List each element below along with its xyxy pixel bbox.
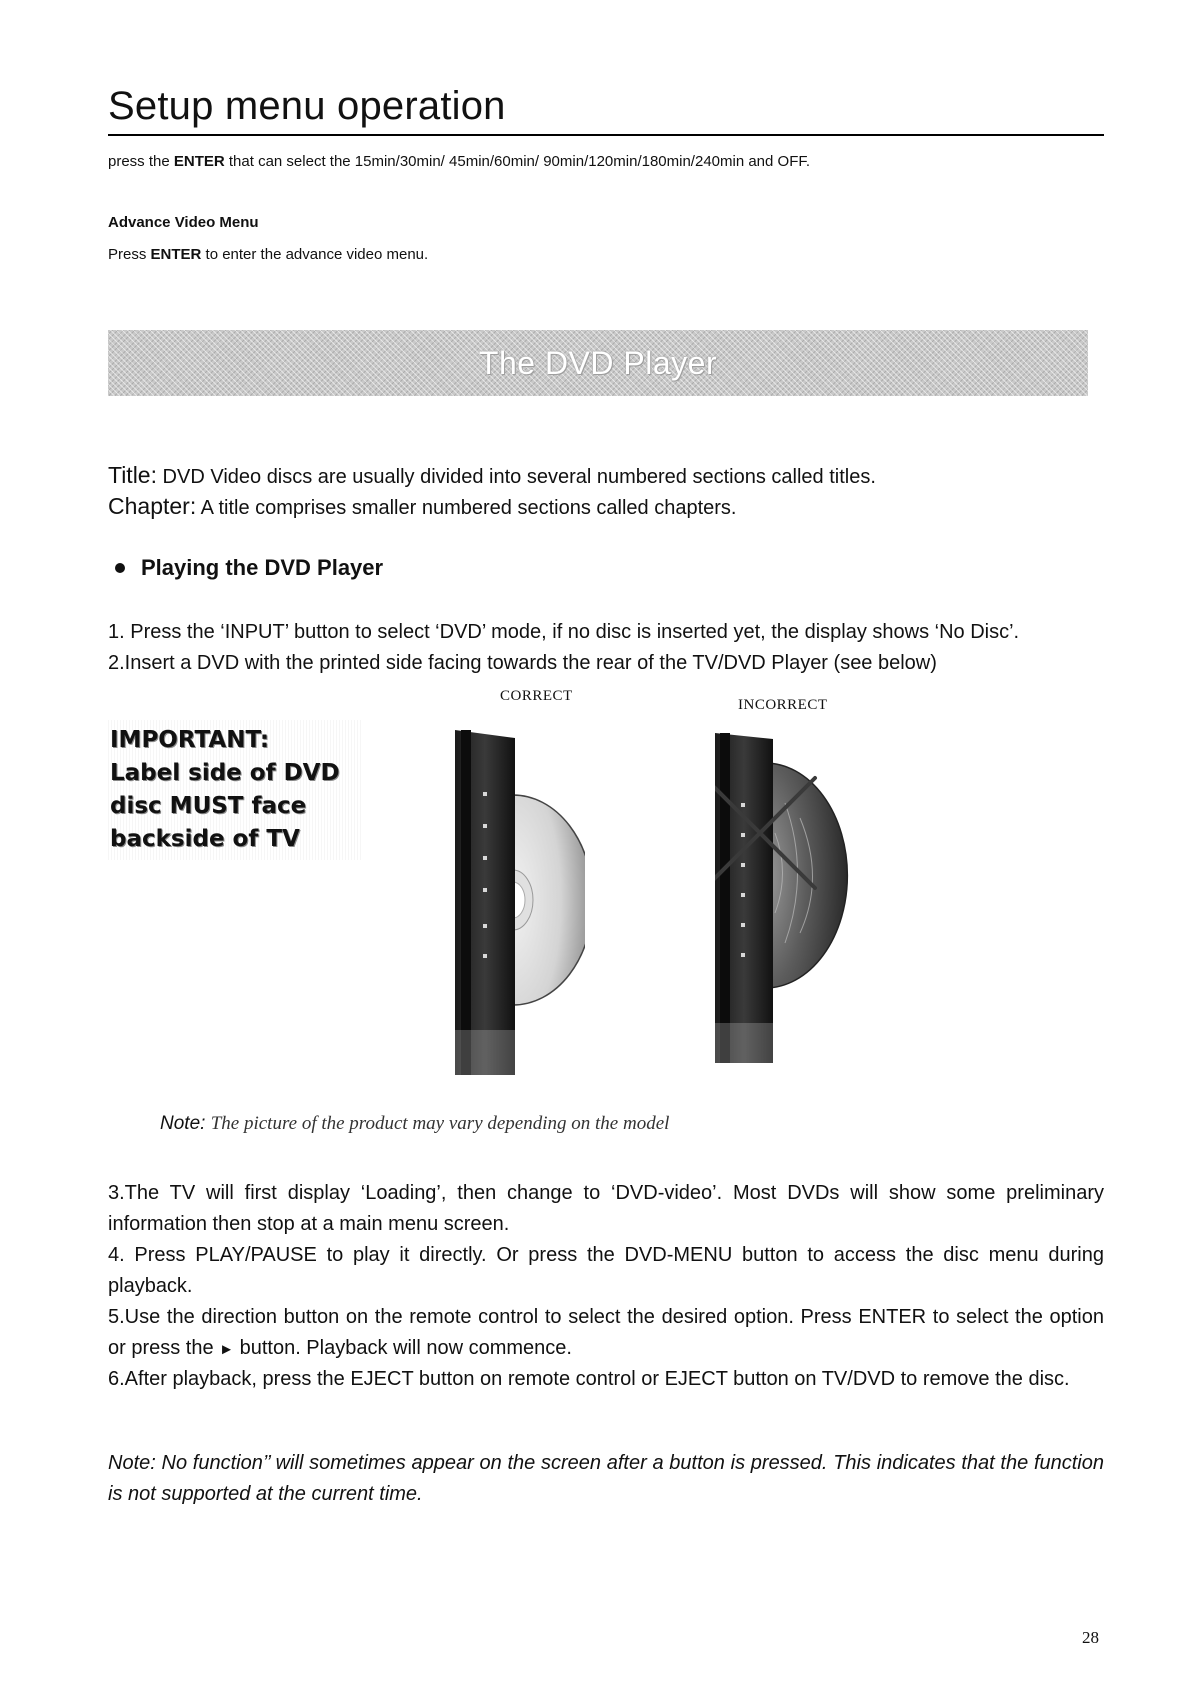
section-banner-title: The DVD Player (478, 344, 718, 381)
advance-video-text (108, 246, 428, 264)
definition-term: Chapter: (108, 493, 197, 519)
important-line: disc MUST face (110, 793, 307, 819)
title-rule (108, 134, 1104, 136)
label-incorrect: INCORRECT (738, 697, 828, 713)
timer-post: that can select the 15min/30min/ 45min/60min/ 90min/120min/180min/240min and OFF. (224, 153, 811, 170)
important-line: Label side of DVD (110, 760, 340, 786)
timer-enter-key: ENTER (173, 153, 225, 170)
timer-pre: press the (108, 153, 174, 170)
advance-video-heading: Advance Video Menu (108, 214, 259, 231)
page-title: Setup menu operation (108, 84, 506, 128)
adv-post: to enter the advance video menu. (201, 246, 429, 263)
note-text: The picture of the product may vary depending on the model (210, 1113, 670, 1134)
important-line: IMPORTANT: (110, 727, 270, 753)
play-arrow-icon: ► (219, 1341, 235, 1358)
correct-insertion-image (455, 730, 585, 1075)
definition-text: A title comprises smaller numbered sections called chapters. (196, 497, 737, 519)
important-notice (108, 720, 362, 860)
label-correct: CORRECT (500, 688, 573, 704)
step-5-pre: 5.Use the direction button on the remote control to select the desired option. Press ENTER to select the option or press the (108, 1306, 1104, 1359)
adv-enter-key: ENTER (150, 246, 202, 263)
playing-heading (115, 555, 383, 581)
step-2: 2.Insert a DVD with the printed side facing towards the rear of the TV/DVD Player (see below) (108, 652, 937, 674)
incorrect-insertion-image (715, 733, 850, 1063)
definition-chapter (108, 494, 736, 520)
step-3: 3.The TV will first display ‘Loading’, then change to ‘DVD-video’. Most DVDs will show some preliminary information then stop at a main menu screen. (108, 1182, 1104, 1235)
sleep-timer-text (108, 153, 810, 171)
section-banner (108, 330, 1088, 396)
step-5-post: button. Playback will now commence. (234, 1337, 572, 1359)
note-no-function: Note: No function’’ will sometimes appear on the screen after a button is pressed. This indicates that the function is not supported at the current time. (108, 1452, 1104, 1505)
playing-heading-text: Playing the DVD Player (141, 555, 384, 580)
bullet-icon (115, 563, 125, 573)
adv-pre: Press (108, 246, 151, 263)
note-label: Note: (160, 1113, 206, 1134)
step-4: 4. Press PLAY/PAUSE to play it directly. Or press the DVD-MENU button to access the disc menu during playback. (108, 1244, 1104, 1297)
important-line: backside of TV (110, 826, 300, 852)
step-1: 1. Press the ‘INPUT’ button to select ‘DVD’ mode, if no disc is inserted yet, the display shows ‘No Disc’. (108, 621, 1020, 643)
note-picture-vary (160, 1113, 669, 1135)
dvd-disc (765, 763, 847, 988)
definition-text: DVD Video discs are usually divided into several numbered sections called titles. (157, 466, 876, 488)
definition-title (108, 463, 876, 489)
page-number: 28 (1082, 1628, 1099, 1647)
definition-term: Title: (108, 462, 157, 488)
step-5 (108, 1302, 1104, 1365)
step-6: 6.After playback, press the EJECT button on remote control or EJECT button on TV/DVD to remove the disc. (108, 1368, 1070, 1390)
